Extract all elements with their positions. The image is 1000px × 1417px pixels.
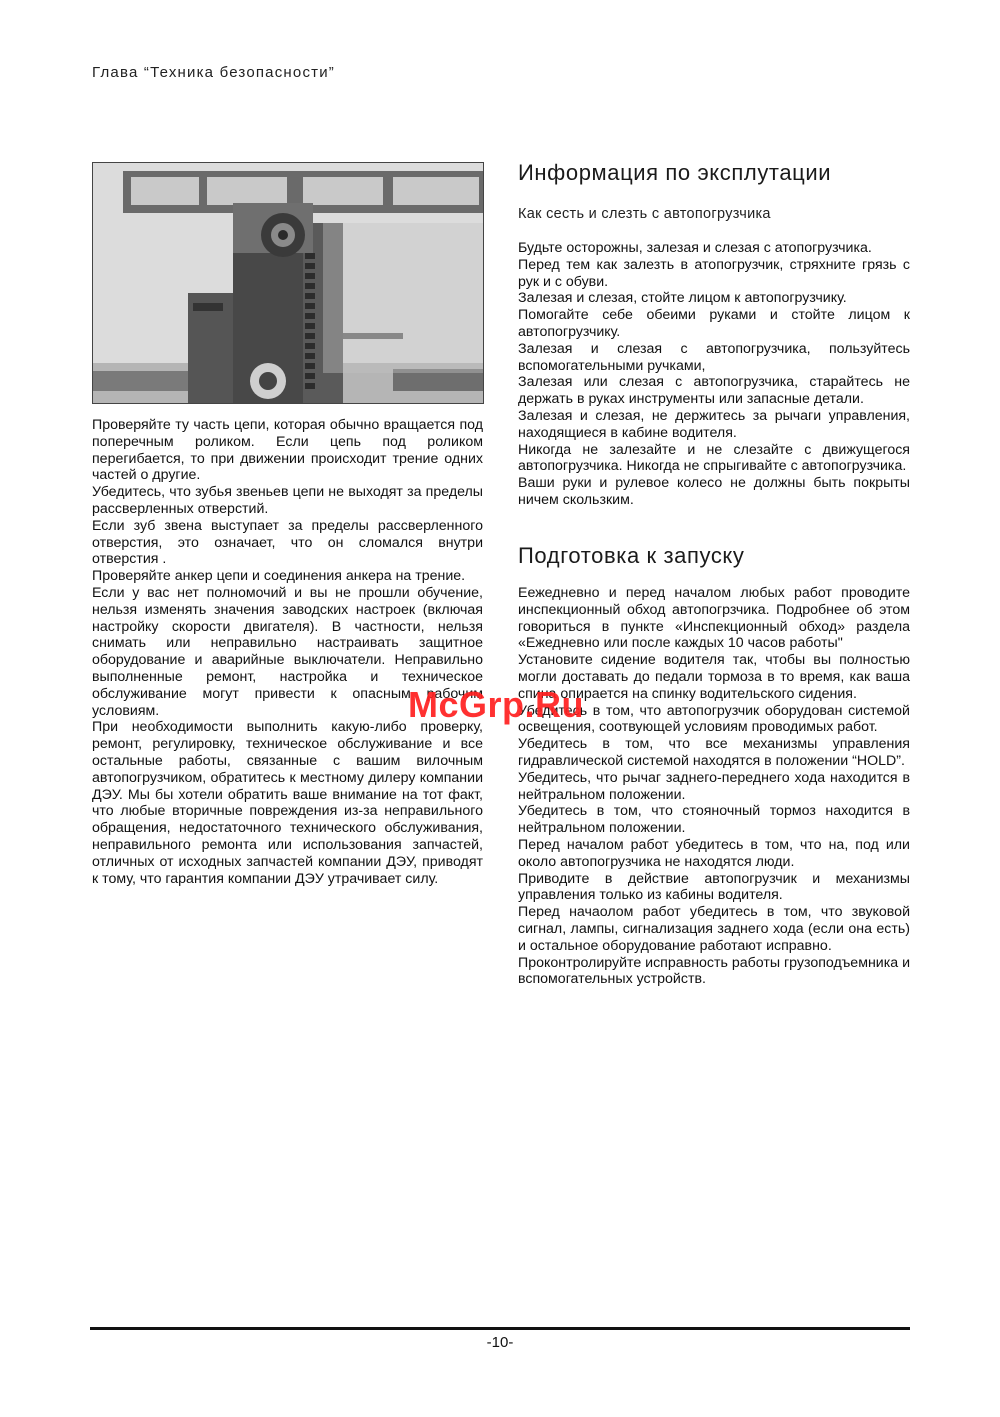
paragraph: Помогайте себе обеими руками и стойте лицом к автопогрузчику. xyxy=(518,307,910,340)
section-title-startup: Подготовка к запуску xyxy=(518,543,745,568)
chapter-header: Глава “Техника безопасности” xyxy=(92,64,335,81)
paragraph: Если зуб звена выступает за пределы рассверленного отверстия, это означает, что он сломался внутри отверстия . xyxy=(92,517,483,568)
section-subtitle: Как сесть и слезть с автопогрузчика xyxy=(518,206,771,222)
startup-text-column xyxy=(518,585,910,988)
paragraph: Залезая и слезая с автопогрузчика, пользуйтесь вспомогательными ручками, xyxy=(518,340,910,374)
paragraph: Ваши руки и рулевое колесо не должны быть покрыты ничем скользким. xyxy=(518,475,910,508)
footer-divider xyxy=(90,1327,910,1330)
paragraph: Проверяйте ту часть цепи, которая обычно вращается под поперечным роликом. Если цепь под роликом перегибается, то при движении происходит трение одних частей о другие. xyxy=(92,417,483,484)
paragraph: Если у вас нет полномочий и вы не прошли обучение, нельзя изменять значения заводских настроек (включая настройку скорости двигателя). В частности, нельзя снимать или неправильно настраивать защитное оборудование и аварийные выключатели. Неправильно выполненные ремонт, настройка и техническое обслуживание могут привести к опасным рабочим условиям. xyxy=(92,584,483,719)
paragraph: Приводите в действие автопогрузчик и механизмы управления только из кабины водителя. xyxy=(518,870,910,904)
paragraph: Перед началом работ убедитесь в том, что на, под или около автопогрузчика не находятся люди. xyxy=(518,836,910,870)
section-title-operation: Информация по эксплутации xyxy=(518,160,832,185)
paragraph: При необходимости выполнить какую-либо проверку, ремонт, регулировку, техническое обслуживание и все остальные работы, связанные с вашим вилочным автопогрузчиком, обратитесь к местному дилеру компании ДЭУ. Мы бы хотели обратить ваше внимание на тот факт, что любые вторичные повреждения из-за неправильного обращения, недостаточного технического обслуживания, неправильного ремонта или использования запчастей, отличных от исходных запчастей компании ДЭУ, приводят к тому, что гарантия компании ДЭУ утрачивает силу. xyxy=(92,719,483,887)
left-text-column xyxy=(92,417,483,887)
paragraph: Убедитесь, что зубья звеньев цепи не выходят за пределы рассверленных отверстий. xyxy=(92,484,483,517)
paragraph: Проконтролируйте исправность работы грузоподъемника и вспомогательных устройств. xyxy=(518,954,910,988)
operation-text-column xyxy=(518,240,910,509)
forklift-chain-photo xyxy=(92,162,484,404)
paragraph: Перед начаолом работ убедитесь в том, что звуковой сигнал, лампы, сигнализация заднего хода (если она есть) и остальное оборудование работают исправно. xyxy=(518,904,910,954)
paragraph: Никогда не залезайте и не слезайте с движущегося автопогрузчика. Никогда не спрыгивайте с автопогрузчика. xyxy=(518,441,910,475)
paragraph: Еежедневно и перед началом любых работ проводите инспекционный обход автопогрзчика. Подробнее об этом говориться в пункте «Инспекционный обход» раздела «Ежедневно или после каждых 10 часов работы" xyxy=(518,585,910,652)
paragraph: Залезая и слезая, не держитесь за рычаги управления, находящиеся в кабине водителя. xyxy=(518,407,910,441)
paragraph: Проверяйте анкер цепи и соединения анкера на трение. xyxy=(92,568,466,585)
paragraph: Залезая и слезая, стойте лицом к автопогрузчику. xyxy=(518,290,847,307)
paragraph: Будьте осторожны, залезая и слезая с атопогрузчика. xyxy=(518,240,872,256)
page-number: -10- xyxy=(486,1334,514,1351)
paragraph: Убедитесь в том, что стояночный тормоз находится в нейтральном положении. xyxy=(518,803,910,837)
watermark: McGrp.Ru xyxy=(408,684,585,725)
paragraph: Убедитесь в том, что автопогрузчик оборудован системой освещения, соотвующей условиям проводимых работ. xyxy=(518,702,910,736)
paragraph: Убедитесь в том, что все механизмы управления гидравлической системой находятся в положении “HOLD”. xyxy=(518,736,910,769)
paragraph: Убедитесь, что рычаг заднего-переднего хода находится в нейтральном положении. xyxy=(518,769,910,803)
paragraph: Залезая или слезая с автопогрузчика, старайтесь не держать в руках инструменты или запасные детали. xyxy=(518,374,910,408)
paragraph: Установите сидение водителя так, чтобы вы полностью могли доставать до педали тормоза в то время, как ваша спина опирается на спинку водительского сидения. xyxy=(518,652,910,702)
paragraph: Перед тем как залезть в атопогрузчик, стряхните грязь с рук и с обуви. xyxy=(518,256,910,290)
